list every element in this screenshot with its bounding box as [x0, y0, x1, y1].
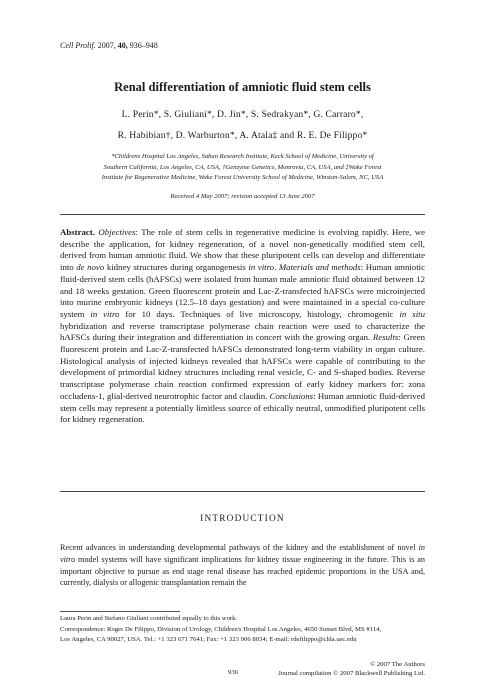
section-heading-introduction: INTRODUCTION: [200, 514, 285, 524]
footnotes: [60, 614, 440, 646]
author-list-line-2: R. Habibian†, D. Warburton*, A. Atala‡ and R. E. De Filippo*: [117, 130, 368, 141]
de-novo-term: de novo: [76, 262, 105, 273]
in-situ-term: in situ: [399, 308, 425, 319]
journal-volume: 40,: [117, 41, 128, 50]
results-text: : Green fluorescent protein and Lac-Z-transfected hAFSCs demonstrated long-term viability in organ culture. Histological analysis of injected kidneys revealed that hAFSCs were capable of contributing to the development of primordial kidney structures including renal vesicle, C- and S-shaped bodies. Reverse transcriptase polymerase chain reaction confirmed expression of early kidney markers for: zona occludens-1, glial-derived neurotrophic factor and claudin.: [60, 332, 425, 401]
objectives-label: Objectives: [98, 227, 136, 237]
in-vitro-term-2: in vitro: [90, 308, 120, 319]
journal-year: 2007,: [97, 41, 116, 50]
affiliation-line-2: Southern California, Los Angeles, CA, USA, †Genzyme Genetics, Monrovia, CA, USA, and ‡Wake Forest: [103, 163, 382, 171]
intro-text-1: Recent advances in understanding developmental pathways of the kidney and the establishment of novel: [60, 543, 419, 552]
copyright-notice: [240, 660, 425, 678]
copyright-authors: © 2007 The Authors: [370, 661, 425, 668]
affiliation-line-1: *Childrens Hospital Los Angeles, Saban Research Institute, Keck School of Medicine, University of: [111, 153, 374, 160]
objectives-text: : The role of stem cells in regenerative medicine is evolving rapidly. Here, we describe the application, for kidney regeneration, of a novel non-genetically modified stem cell, derived from human amniotic fluid. We show that these pluripotent cells can develop and differentiate into: [60, 227, 426, 273]
abstract: [60, 227, 425, 426]
abstract-text-4: for 10 days. Techniques of live microscopy, histology, chromogenic: [119, 308, 400, 319]
in-vitro-term-1: in vitro: [248, 262, 275, 273]
copyright-journal: Journal compilation © 2007 Blackwell Publishing Ltd.: [278, 670, 425, 677]
methods-text: : Human amniotic fluid-derived stem cells (hAFSCs) were isolated from human male amniotic fluid obtained between 12 and 18 weeks gestation. Green fluorescent protein and Lac-Z-transfected hAFSCs were microinjected into murine embryonic kidneys (12.5–18 days gestation) and were maintained in a special co-culture system: [60, 262, 425, 319]
methods-label: Materials and methods: [278, 262, 361, 273]
intro-text-2: model systems will have significant implications for kidney tissue engineering in the future. This is an important objective to pursue as end stage renal disease has reached epidemic proportions in the USA and, currently, dialysis or allogenic transplantation remain the: [60, 554, 425, 588]
results-label: Results: [372, 332, 399, 343]
abstract-bottom-rule: [60, 491, 425, 492]
journal-citation: [60, 41, 158, 50]
abstract-text-2: kidney structures during organogenesis: [104, 262, 249, 273]
page-number: 936: [228, 669, 239, 676]
footnote-rule: [60, 611, 180, 612]
footnote-correspondence-1: Correspondence: Roger De Filippo, Division of Urology, Children's Hospital Los Angeles, 4650 Sunset Blvd, MS #114,: [60, 625, 382, 633]
introduction-paragraph: [60, 542, 425, 589]
journal-name: Cell Prolif.: [60, 41, 96, 50]
footnote-correspondence-2: Los Angeles, CA 90027, USA. Tel.: +1 323 671 7641; Fax: +1 323 906 8034; E-mail: rdefilippo@chla.usc.edu: [60, 636, 357, 643]
journal-pages: 936–948: [129, 41, 158, 50]
footnote-equal-contribution: Laura Perin and Stefano Giuliani contributed equally to this work.: [60, 615, 238, 622]
in-vitro-term-3: in vitro: [60, 543, 425, 564]
article-title: Renal differentiation of amniotic fluid stem cells: [114, 80, 371, 94]
conclusions-label: Conclusions: [269, 390, 314, 401]
received-dates: Received 4 May 2007; revision accepted 13 June 2007: [170, 193, 315, 200]
affiliation-line-3: Institute for Regenerative Medicine, Wake Forest University School of Medicine, Winston-Salem, NC, USA: [101, 174, 384, 181]
author-list-line-1: L. Perin*, S. Giuliani*, D. Jin*, S. Sedrakyan*, G. Carraro*,: [121, 109, 364, 120]
abstract-text-5: hybridization and reverse transcriptase polymerase chain reaction were used to characterize the hAFSCs during their integration and differentiation in concert with the growing organ.: [60, 320, 425, 343]
abstract-label: Abstract.: [60, 227, 95, 237]
affiliations: [0, 152, 485, 184]
abstract-text-3: .: [274, 262, 279, 273]
abstract-top-rule: [60, 214, 425, 215]
conclusions-text: : Human amniotic fluid-derived stem cells may represent a potentially limitless source of ethically neutral, unmodified pluripotent cells for kidney regeneration.: [60, 390, 426, 425]
